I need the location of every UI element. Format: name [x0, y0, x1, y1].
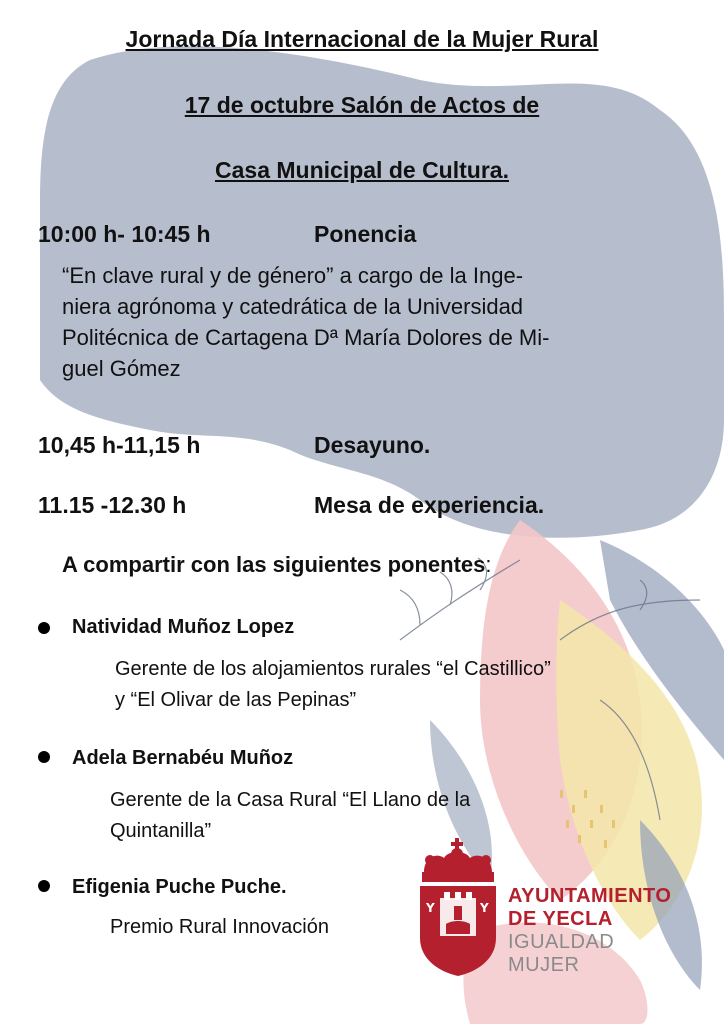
schedule-activity-1: Ponencia [314, 221, 417, 247]
schedule-activity-2: Desayuno. [314, 432, 431, 458]
svg-text:Y: Y [426, 901, 435, 915]
speakers-intro-text: A compartir con las siguientes ponentes [62, 552, 486, 577]
event-title: Jornada Día Internacional de la Mujer Rural [125, 26, 599, 52]
org-line-mujer: MUJER [508, 954, 580, 976]
organization-name [508, 885, 671, 977]
speaker-role-line: Gerente de los alojamientos rurales “el Castillico” [115, 658, 551, 680]
event-date-venue: 17 de octubre Salón de Actos de [184, 92, 540, 118]
speaker-role-line: Quintanilla” [110, 820, 212, 842]
description-line: Politécnica de Cartagena Dª María Dolores de Mi- [62, 325, 550, 350]
event-venue-name: Casa Municipal de Cultura. [215, 157, 509, 183]
schedule-time-3: 11.15 -12.30 h [38, 492, 187, 518]
speaker-role-3 [110, 912, 329, 943]
speaker-name-1: Natividad Muñoz Lopez [72, 616, 295, 638]
speaker-name-3: Efigenia Puche Puche. [72, 876, 287, 898]
speakers-intro [62, 552, 492, 578]
speaker-role-line: y “El Olivar de las Pepinas” [115, 689, 357, 711]
org-line-igualdad: IGUALDAD [508, 931, 615, 953]
speaker-name-2: Adela Bernabéu Muñoz [72, 747, 294, 769]
ponencia-description [62, 260, 702, 384]
speaker-role-line: Premio Rural Innovación [110, 916, 329, 938]
speakers-intro-colon: : [485, 552, 492, 577]
bullet-point [38, 880, 50, 892]
speaker-role-1 [115, 654, 551, 716]
schedule-time-2: 10,45 h-11,15 h [38, 432, 201, 458]
description-line: “En clave rural y de género” a cargo de la Inge- [62, 263, 524, 288]
svg-text:Y: Y [480, 901, 489, 915]
org-line-yecla: DE YECLA [508, 908, 613, 930]
schedule-time-1: 10:00 h- 10:45 h [38, 221, 211, 247]
bullet-point [38, 622, 50, 634]
org-line-ayuntamiento: AYUNTAMIENTO [508, 885, 672, 907]
schedule-activity-3: Mesa de experiencia. [314, 492, 545, 518]
yecla-coat-of-arms-logo [416, 838, 500, 976]
description-line: guel Gómez [62, 356, 181, 381]
speaker-role-line: Gerente de la Casa Rural “El Llano de la [110, 789, 471, 811]
bullet-point [38, 751, 50, 763]
description-line: niera agrónoma y catedrática de la Universidad [62, 294, 524, 319]
